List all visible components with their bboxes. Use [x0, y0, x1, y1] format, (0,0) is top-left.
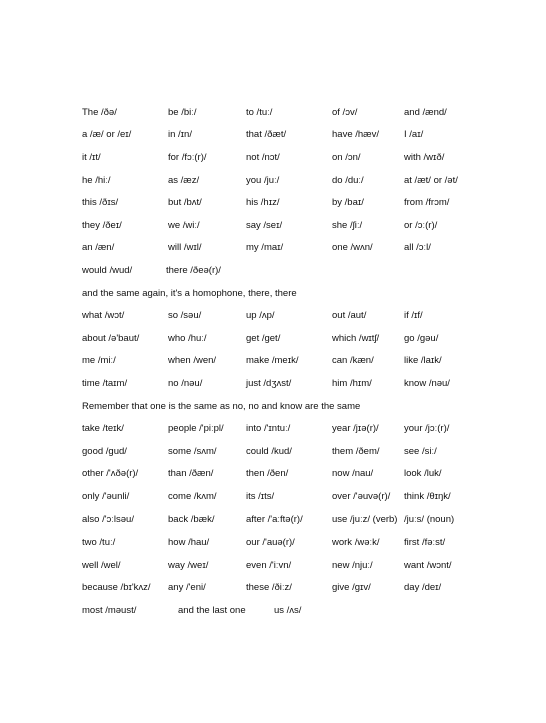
- word-entry: it /ɪt/: [82, 152, 101, 163]
- word-entry: when /wen/: [168, 355, 217, 366]
- word-row: [0, 535, 546, 551]
- note-line: [0, 286, 546, 302]
- word-entry: after /'aːftə(r)/: [246, 514, 303, 525]
- word-entry: look /luk/: [404, 468, 442, 479]
- word-row: [0, 558, 546, 574]
- word-entry: give /gɪv/: [332, 582, 371, 593]
- word-entry: she /ʃiː/: [332, 220, 363, 231]
- word-entry: back /bæk/: [168, 514, 215, 525]
- word-row: [0, 150, 546, 166]
- word-row: [0, 173, 546, 189]
- word-entry: The /ðə/: [82, 107, 117, 118]
- word-entry: take /teɪk/: [82, 423, 124, 434]
- word-entry: me /miː/: [82, 355, 116, 366]
- word-entry: of /ɔv/: [332, 107, 358, 118]
- word-entry: get /get/: [246, 333, 281, 344]
- word-row: [0, 512, 546, 528]
- word-entry: think /θɪŋk/: [404, 491, 451, 502]
- word-entry: an /æn/: [82, 242, 115, 253]
- word-row: [0, 580, 546, 596]
- word-entry: we /wiː/: [168, 220, 200, 231]
- note-text: Remember that one is the same as no, no and know are the same: [82, 401, 361, 412]
- word-entry: than /ðæn/: [168, 468, 214, 479]
- word-entry: on /ɔn/: [332, 152, 361, 163]
- word-entry: these /ðiːz/: [246, 582, 292, 593]
- word-entry: people /'piːpl/: [168, 423, 224, 434]
- word-entry: and /ænd/: [404, 107, 447, 118]
- word-entry: out /aut/: [332, 310, 367, 321]
- word-entry: about /ə'baut/: [82, 333, 140, 344]
- word-entry: all /ɔːl/: [404, 242, 431, 253]
- word-row: [0, 240, 546, 256]
- word-entry: over /'əuvə(r)/: [332, 491, 391, 502]
- word-row: [0, 489, 546, 505]
- word-entry: would /wud/: [82, 265, 133, 276]
- word-row: [0, 603, 546, 619]
- word-entry: my /maɪ/: [246, 242, 284, 253]
- word-entry: go /gəu/: [404, 333, 439, 344]
- word-entry: not /nɔt/: [246, 152, 280, 163]
- word-entry: want /wɔnt/: [404, 560, 452, 571]
- word-entry: other /'ʌðə(r)/: [82, 468, 139, 479]
- word-row: [0, 444, 546, 460]
- word-entry: who /huː/: [168, 333, 207, 344]
- word-entry: if /ɪf/: [404, 310, 423, 321]
- word-entry: which /wɪtʃ/: [332, 333, 380, 344]
- word-row: [0, 421, 546, 437]
- word-row: [0, 105, 546, 121]
- word-entry: his /hɪz/: [246, 197, 280, 208]
- word-entry: first /fəːst/: [404, 537, 446, 548]
- word-entry: two /tuː/: [82, 537, 116, 548]
- word-entry: they /ðeɪ/: [82, 220, 122, 231]
- word-entry: see /siː/: [404, 446, 437, 457]
- word-entry: them /ðem/: [332, 446, 380, 457]
- word-entry: what /wɔt/: [82, 310, 125, 321]
- word-entry: how /hau/: [168, 537, 210, 548]
- word-row: [0, 127, 546, 143]
- note-text: and the same again, it's a homophone, there, there: [82, 288, 297, 299]
- word-entry: him /hɪm/: [332, 378, 372, 389]
- word-entry: do /duː/: [332, 175, 364, 186]
- word-entry: I /aɪ/: [404, 129, 424, 140]
- word-entry: year /jɪə(r)/: [332, 423, 379, 434]
- word-entry: its /ɪts/: [246, 491, 275, 502]
- word-entry: way /weɪ/: [168, 560, 209, 571]
- word-entry: will /wɪl/: [168, 242, 202, 253]
- word-entry: say /seɪ/: [246, 220, 283, 231]
- word-entry: some /sʌm/: [168, 446, 217, 457]
- word-entry: in /ɪn/: [168, 129, 192, 140]
- word-entry: only /'əunli/: [82, 491, 130, 502]
- word-entry: just /dʒʌst/: [246, 378, 292, 389]
- word-entry: you /juː/: [246, 175, 280, 186]
- word-row: [0, 263, 546, 279]
- word-entry: good /gud/: [82, 446, 127, 457]
- word-entry: for /fɔː(r)/: [168, 152, 207, 163]
- word-entry: a /æ/ or /eɪ/: [82, 129, 132, 140]
- word-row: [0, 466, 546, 482]
- note-line: [0, 399, 546, 415]
- word-entry: there /ðeə(r)/: [166, 265, 221, 276]
- word-entry: most /məust/: [82, 605, 137, 616]
- word-entry: also /'ɔːlsəu/: [82, 514, 134, 525]
- word-entry: even /'iːvn/: [246, 560, 292, 571]
- word-entry: one /wʌn/: [332, 242, 373, 253]
- word-entry: then /ðen/: [246, 468, 289, 479]
- word-entry: us /ʌs/: [274, 605, 302, 616]
- word-row: [0, 308, 546, 324]
- word-entry: our /'auə(r)/: [246, 537, 295, 548]
- word-entry: time /taɪm/: [82, 378, 128, 389]
- word-entry: /juːs/ (noun): [404, 514, 455, 525]
- word-entry: use /juːz/ (verb): [332, 514, 398, 525]
- word-entry: new /njuː/: [332, 560, 373, 571]
- word-entry: could /kud/: [246, 446, 292, 457]
- word-entry: know /nəu/: [404, 378, 450, 389]
- word-entry: can /kæn/: [332, 355, 374, 366]
- word-entry: with /wɪð/: [404, 152, 445, 163]
- word-entry: no /nəu/: [168, 378, 203, 389]
- word-entry: because /bɪ'kʌz/: [82, 582, 151, 593]
- word-entry: but /bʌt/: [168, 197, 202, 208]
- word-entry: come /kʌm/: [168, 491, 217, 502]
- word-entry: from /frɔm/: [404, 197, 450, 208]
- word-entry: any /'eni/: [168, 582, 206, 593]
- word-entry: make /meɪk/: [246, 355, 299, 366]
- word-row: [0, 353, 546, 369]
- word-entry: that /ðæt/: [246, 129, 287, 140]
- word-entry: have /hæv/: [332, 129, 379, 140]
- word-entry: like /laɪk/: [404, 355, 442, 366]
- word-row: [0, 331, 546, 347]
- word-entry: well /wel/: [82, 560, 121, 571]
- word-entry: be /biː/: [168, 107, 197, 118]
- word-entry: now /nau/: [332, 468, 374, 479]
- word-entry: and the last one: [178, 605, 246, 616]
- word-entry: this /ðɪs/: [82, 197, 119, 208]
- word-entry: your /jɔː(r)/: [404, 423, 450, 434]
- word-entry: day /deɪ/: [404, 582, 442, 593]
- word-entry: up /ʌp/: [246, 310, 275, 321]
- word-entry: by /baɪ/: [332, 197, 364, 208]
- word-entry: he /hiː/: [82, 175, 111, 186]
- word-entry: work /wəːk/: [332, 537, 380, 548]
- word-entry: as /æz/: [168, 175, 200, 186]
- word-entry: to /tuː/: [246, 107, 273, 118]
- word-entry: into /'ɪntuː/: [246, 423, 291, 434]
- word-row: [0, 218, 546, 234]
- word-entry: at /æt/ or /ət/: [404, 175, 458, 186]
- word-entry: or /ɔː(r)/: [404, 220, 438, 231]
- word-row: [0, 376, 546, 392]
- word-row: [0, 195, 546, 211]
- word-entry: so /səu/: [168, 310, 202, 321]
